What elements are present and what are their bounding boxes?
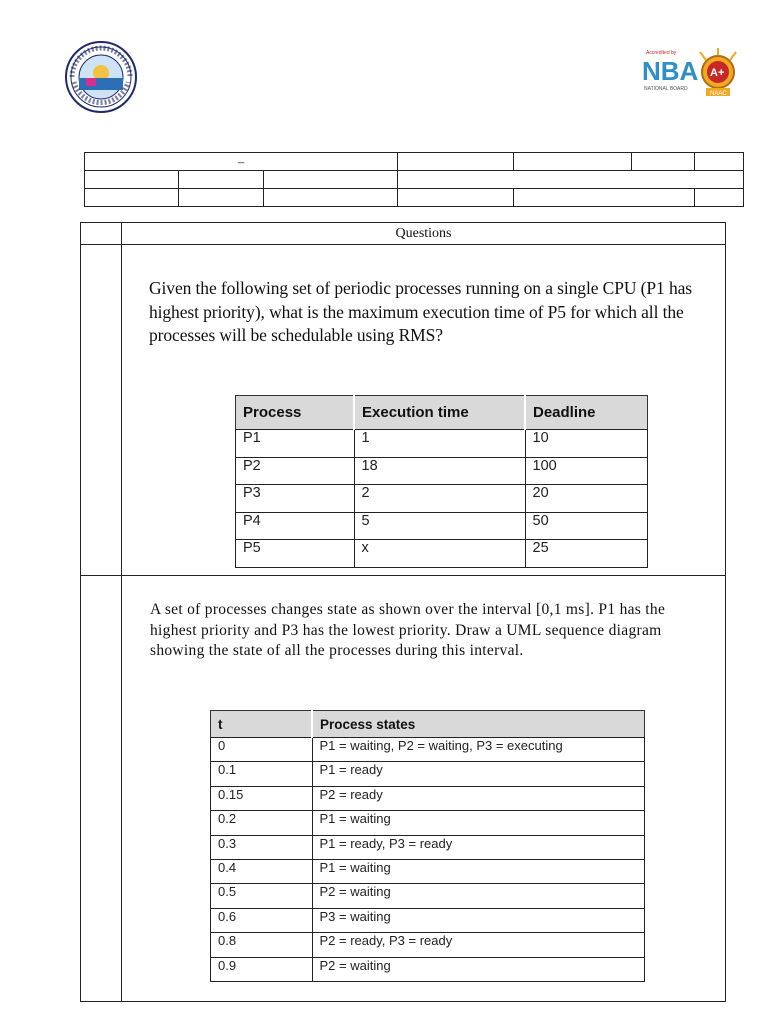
cell-process: P3 <box>236 485 355 513</box>
column-header: Process states <box>312 711 645 738</box>
cell-time: 0.3 <box>211 835 313 859</box>
cell-states: P1 = ready <box>312 762 645 786</box>
svg-text:NAAC: NAAC <box>710 91 727 97</box>
header-cell <box>264 189 398 207</box>
table-row <box>211 786 645 810</box>
nba-naac-accreditation-icon <box>640 46 744 98</box>
cell-time: 0.1 <box>211 762 313 786</box>
cell-deadline: 20 <box>525 485 648 513</box>
header-cell <box>85 189 179 207</box>
cell-time: 0 <box>211 738 313 762</box>
header-cell <box>179 189 264 207</box>
questions-header-row <box>81 223 726 245</box>
svg-text:NATIONAL BOARD: NATIONAL BOARD <box>644 86 688 92</box>
question-row-2 <box>81 576 726 1002</box>
table-row <box>211 859 645 883</box>
header-cell <box>398 189 514 207</box>
table-row <box>211 884 645 908</box>
cell-execution-time: 1 <box>354 430 525 458</box>
header-cell <box>264 171 398 189</box>
cell-time: 0.5 <box>211 884 313 908</box>
svg-text:NBA: NBA <box>642 56 699 86</box>
cell-execution-time: 5 <box>354 512 525 540</box>
table-row <box>211 957 645 981</box>
header-cell <box>85 171 179 189</box>
cell-deadline: 10 <box>525 430 648 458</box>
column-header: Execution time <box>354 396 525 430</box>
column-header: Deadline <box>525 396 648 430</box>
cell-deadline: 50 <box>525 512 648 540</box>
process-table-header <box>236 396 648 430</box>
cell-time: 0.4 <box>211 859 313 883</box>
header-row-1 <box>85 153 744 171</box>
question-1-content <box>122 245 726 576</box>
cell-states: P2 = waiting <box>312 957 645 981</box>
questions-table <box>80 222 726 1002</box>
header-cell <box>179 171 264 189</box>
college-seal-icon <box>64 40 138 114</box>
table-row <box>211 908 645 932</box>
header-row-3 <box>85 189 744 207</box>
cell-time: 0.2 <box>211 811 313 835</box>
question-row-1 <box>81 245 726 576</box>
header-cell <box>514 153 632 171</box>
cell-time: 0.8 <box>211 933 313 957</box>
table-row <box>211 738 645 762</box>
table-row <box>236 540 648 568</box>
header-cell <box>695 189 744 207</box>
cell-states: P2 = waiting <box>312 884 645 908</box>
cell-states: P3 = waiting <box>312 908 645 932</box>
cell-states: P1 = waiting <box>312 811 645 835</box>
cell-time: 0.15 <box>211 786 313 810</box>
table-row <box>211 835 645 859</box>
cell-process: P4 <box>236 512 355 540</box>
cell-deadline: 25 <box>525 540 648 568</box>
cell-process: P5 <box>236 540 355 568</box>
header-cell <box>695 153 744 171</box>
question-number-header <box>81 223 122 245</box>
header-row-2 <box>85 171 744 189</box>
table-row <box>236 430 648 458</box>
header-cell <box>632 153 695 171</box>
header-cell <box>398 171 744 189</box>
table-row <box>211 811 645 835</box>
cell-states: P1 = waiting, P2 = waiting, P3 = executing <box>312 738 645 762</box>
header-cell <box>514 189 695 207</box>
cell-time: 0.6 <box>211 908 313 932</box>
table-row <box>236 485 648 513</box>
cell-process: P2 <box>236 457 355 485</box>
question-1-text: Given the following set of periodic processes running on a single CPU (P1 has highest priority), what is the maximum execution time of P5 for which all the processes will be schedulable using RMS? <box>149 278 692 345</box>
question-number-cell <box>81 245 122 576</box>
question-2-text: A set of processes changes state as shown over the interval [0,1 ms]. P1 has the highest priority and P3 has the lowest priority. Draw a UML sequence diagram showing the state of all the processes during this interval. <box>150 601 666 659</box>
questions-heading: Questions <box>122 223 726 245</box>
header-cell <box>398 153 514 171</box>
cell-states: P2 = ready, P3 = ready <box>312 933 645 957</box>
table-row <box>211 933 645 957</box>
question-2-content <box>122 576 726 1002</box>
column-header: t <box>211 711 313 738</box>
college-seal-logo <box>64 40 138 114</box>
cell-time: 0.9 <box>211 957 313 981</box>
cell-states: P1 = ready, P3 = ready <box>312 835 645 859</box>
process-states-table <box>210 710 645 982</box>
cell-execution-time: 2 <box>354 485 525 513</box>
cell-states: P2 = ready <box>312 786 645 810</box>
table-row <box>236 512 648 540</box>
process-states-header <box>211 711 645 738</box>
svg-text:Accredited by: Accredited by <box>646 50 677 56</box>
cell-execution-time: x <box>354 540 525 568</box>
accreditation-logos <box>640 46 744 98</box>
header-info-table <box>84 152 744 207</box>
svg-text:A+: A+ <box>710 67 725 79</box>
header-cell-course: – <box>85 153 398 171</box>
cell-deadline: 100 <box>525 457 648 485</box>
process-table <box>235 395 648 568</box>
table-row <box>211 762 645 786</box>
cell-execution-time: 18 <box>354 457 525 485</box>
column-header: Process <box>236 396 355 430</box>
cell-process: P1 <box>236 430 355 458</box>
table-row <box>236 457 648 485</box>
question-number-cell <box>81 576 122 1002</box>
cell-states: P1 = waiting <box>312 859 645 883</box>
